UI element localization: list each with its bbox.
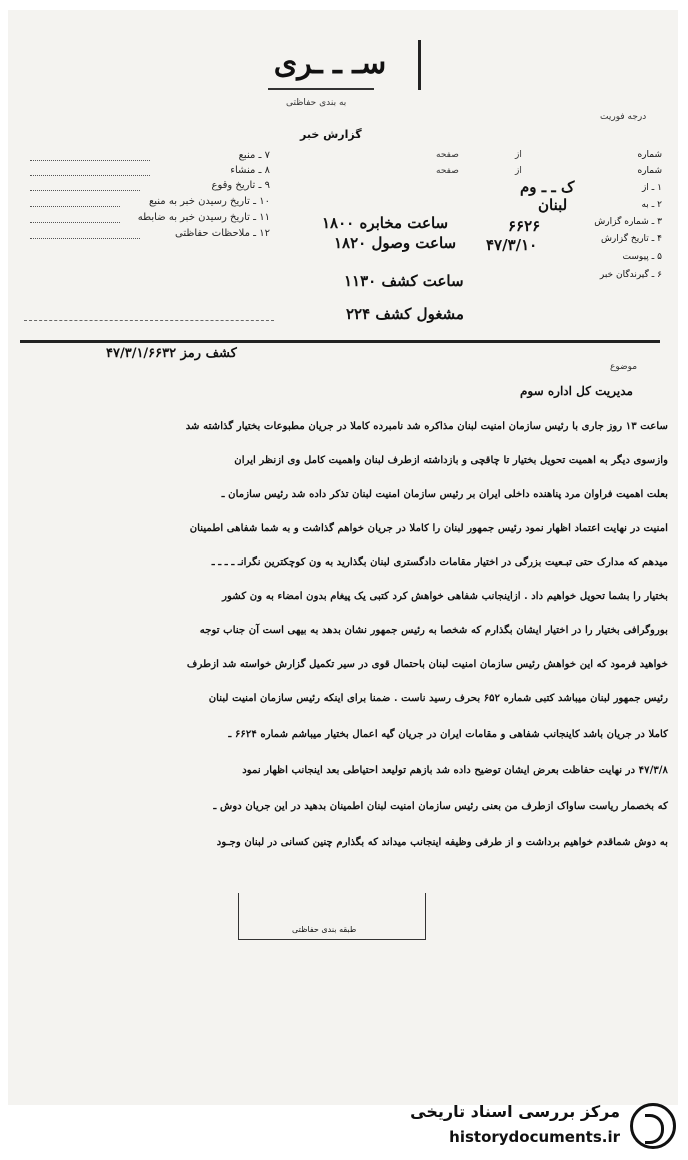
- value-to: لبنان: [538, 196, 568, 214]
- field-news-to-source-date: ۱۰ ـ تاریخ رسیدن خبر به منبع: [148, 196, 270, 207]
- watermark-text-fa: مرکز بررسی اسناد تاریخی: [410, 1102, 620, 1121]
- body-line: خواهید فرمود که این خواهش رئیس سازمان امنیت لبنان باحتمال قوی در سیر تکمیل گزارش خواسته شد ازطرف: [186, 658, 668, 670]
- field-source: ۷ ـ منبع: [238, 150, 270, 161]
- field-page-label-2: صفحه: [436, 166, 459, 176]
- dotted-line: [30, 212, 120, 223]
- priority-label: درجه فوریت: [600, 112, 647, 122]
- header-divider: [418, 40, 421, 90]
- dotted-line: [30, 180, 140, 191]
- field-security-notes: ۱۲ ـ ملاحظات حفاظتی: [175, 228, 270, 239]
- watermark: [386, 1100, 676, 1154]
- field-attachment: ۵ ـ پیوست: [622, 252, 662, 262]
- value-decode-time: ساعت کشف ۱۱۳۰: [344, 272, 464, 290]
- body-line: امنیت در نهایت اعتماد اظهار نمود رئیس جمهور لبنان را کاملا در جریان خواهم گذاشت و به شما شفاهی اطمینان: [189, 522, 668, 534]
- body-line: به دوش شماقدم خواهیم برداشت و از طرفی وظیفه اینجانب میداند که بگذارم چنین کسانی در لبنان وجـود: [216, 836, 668, 848]
- right-field-list: [430, 150, 662, 310]
- dotted-line: [30, 196, 120, 207]
- value-decoder: مشغول کشف ۲۲۴: [346, 305, 464, 323]
- field-from-label-1: از: [515, 150, 522, 160]
- stamp-label: طبقه بندی حفاظتی: [292, 925, 357, 934]
- field-to: ۲ ـ به: [641, 200, 662, 210]
- value-report-number: ۶۶۲۶: [508, 217, 541, 235]
- value-arrival-time: ساعت وصول ۱۸۲۰: [334, 234, 457, 252]
- field-number-1: شماره: [637, 150, 662, 160]
- separator-dashed: [24, 320, 274, 321]
- field-report-number: ۳ ـ شماره گزارش: [594, 217, 662, 227]
- decode-reference: کشف رمز ۴۷/۳/۱/۶۶۳۲: [106, 346, 237, 361]
- form-title: گزارش خبر: [300, 128, 362, 141]
- field-from: ۱ ـ از: [641, 183, 662, 193]
- value-dispatch-time: ساعت مخابره ۱۸۰۰: [322, 214, 449, 232]
- body-line: ۴۷/۳/۸ در نهایت حفاظت بعرض ایشان توضیح داده شد بازهم تولیعد احتیاطی بعد اینجانب اظهار نمود: [242, 764, 668, 776]
- dotted-line: [30, 150, 150, 161]
- body-line: بعلت اهمیت فراوان مرد پناهنده داخلی ایران بر رئیس سازمان امنیت لبنان تذکر داده شد رئیس سازمان ـ: [221, 488, 668, 500]
- field-page-label-1: صفحه: [436, 150, 459, 160]
- body-line: وازسوی دیگر به اهمیت تحویل بختیار تا چاقچی و بازداشته ازطرف لبنان واهمیت کامل وی ازنظر ایران: [234, 454, 668, 466]
- field-from-label-2: از: [515, 166, 522, 176]
- value-report-date: ۴۷/۳/۱۰: [486, 236, 538, 254]
- field-number-2: شماره: [637, 166, 662, 176]
- classification-underline: [268, 88, 374, 90]
- field-event-date: ۹ ـ تاریخ وقوع: [211, 180, 270, 191]
- subject-label: موضوع: [610, 362, 638, 372]
- classification-subtitle: به بندی حفاظتی: [286, 98, 347, 108]
- body-line: رئیس جمهور لبنان میباشد کتبی شماره ۶۵۲ بحرف رسید ناست . ضمنا برای اینکه رئیس سازمان امنیت لبنان: [208, 692, 668, 704]
- dotted-line: [30, 228, 140, 239]
- body-line: که بخصمار ریاست ساواک ازطرف من بعنی رئیس سازمان امنیت لبنان اطمینان بدهید در این جریان دوش ـ: [213, 800, 668, 812]
- body-line: بختیار را بشما تحویل خواهیم داد . ازاینجانب شفاهی خواهش کرد کتبی یک پیغام بدون امضاء به ون کشور: [222, 590, 668, 602]
- salutation: مدیریت کل اداره سوم: [520, 384, 633, 398]
- field-report-date: ۴ ـ تاریخ گزارش: [600, 234, 662, 244]
- body-line: ساعت ۱۳ روز جاری با رئیس سازمان امنیت لبنان مذاکره شد نامبرده کاملا در جریان مطبوعات بختیار گذاشته شد: [185, 420, 668, 432]
- value-from: ک ـ ـ وم: [520, 178, 575, 196]
- field-news-to-officer-date: ۱۱ ـ تاریخ رسیدن خبر به ضابطه: [137, 212, 270, 223]
- body-line: میدهم که مدارک حتی تبـعیت بزرگی در اختیار مقامات دادگستری لبنان بگذارید به ون کوچکترین نگرانـ ـ ـ ـ ـ: [211, 556, 668, 568]
- body-line: کاملا در جریان باشد کاینجانب شفاهی و مقامات ایران در جریان گیه اعمال بختیار میباشم شماره ۶۶۲۴ ـ: [228, 728, 668, 740]
- body-line: بوروگرافی بختیار را در اختیار ایشان بگذارم که شخصا به رئیس جمهور نشان بدهد به بیهی است آن جناب توجه: [199, 624, 668, 636]
- dotted-line: [30, 165, 150, 176]
- field-recipients: ۶ ـ گیرندگان خبر: [599, 270, 662, 280]
- field-origin: ۸ ـ منشاء: [230, 165, 270, 176]
- classification-mark: سـ ـ ـرى: [273, 46, 387, 81]
- watermark-text-en: historydocuments.ir: [449, 1128, 620, 1146]
- archive-logo-icon: [630, 1103, 676, 1149]
- separator-thick: [20, 340, 660, 343]
